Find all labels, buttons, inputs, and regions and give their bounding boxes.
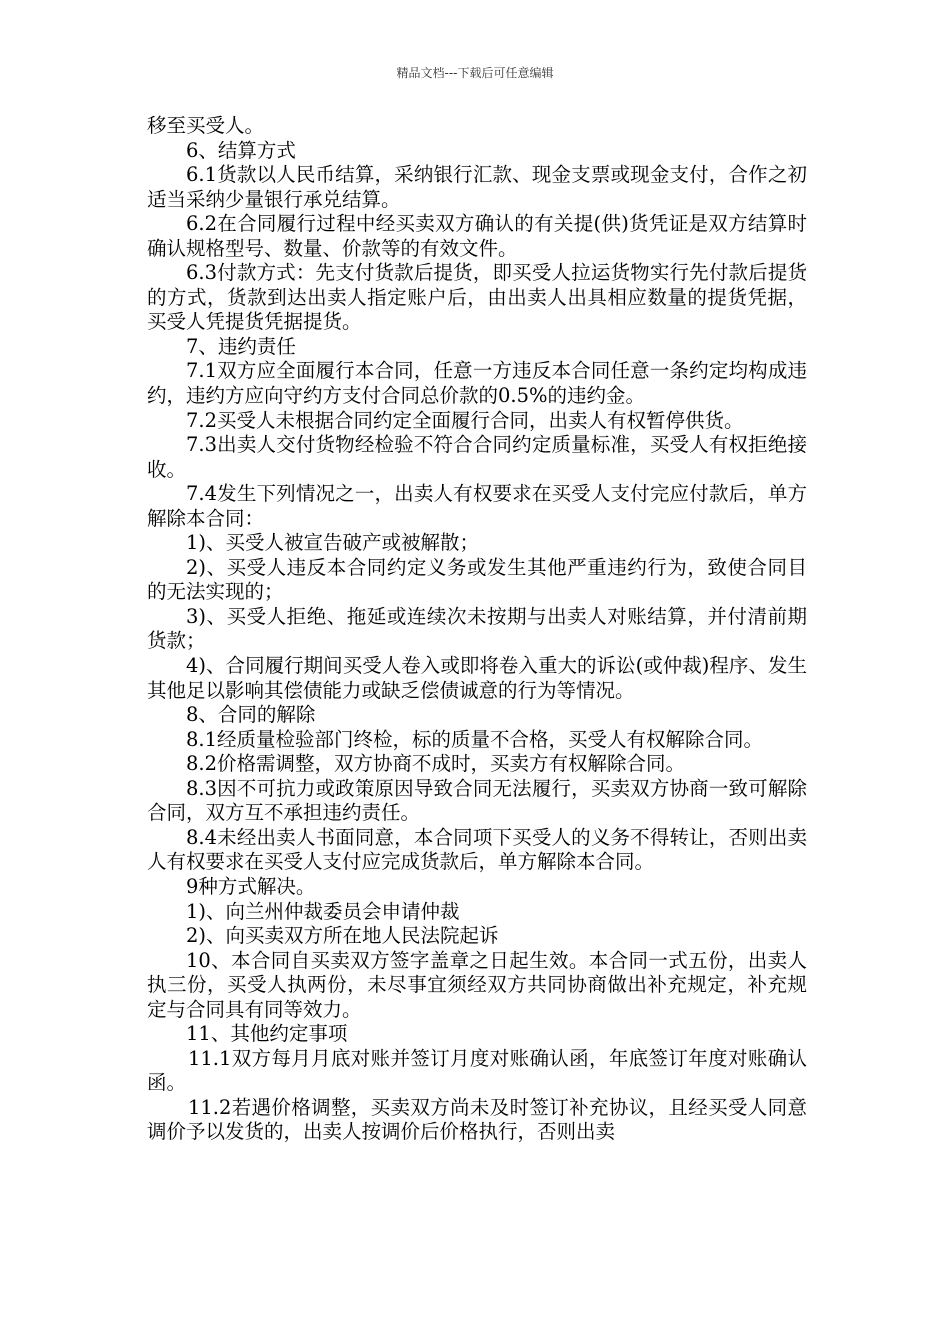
paragraph: 7.4发生下列情况之一，出卖人有权要求在买受人支付完应付款后，单方解除本合同： bbox=[147, 482, 807, 530]
list-item: 3)、买受人拒绝、拖延或连续次未按期与出卖人对账结算，并付清前期货款； bbox=[147, 604, 807, 653]
paragraph: 8.1经质量检验部门终检，标的质量不合格，买受人有权解除合同。 bbox=[186, 727, 764, 751]
paragraph: 6.3付款方式：先支付货款后提货，即买受人拉运货物实行先付款后提货的方式，货款到达出卖人指定账户后，由出卖人出具相应数量的提货凭据，买受人凭提货凭据提货。 bbox=[147, 261, 807, 334]
list-item: 2)、向买卖双方所在地人民法院起诉 bbox=[186, 924, 499, 948]
paragraph: 10、本合同自买卖双方签字盖章之日起生效。本合同一式五份，出卖人执三份，买受人执两份，未尽事宜须经双方共同协商做出补充规定，补充规定与合同具有同等效力。 bbox=[147, 948, 807, 1021]
section-heading-8: 8、合同的解除 bbox=[186, 703, 316, 727]
paragraph: 6.2在合同履行过程中经买卖双方确认的有关提(供)货凭证是双方结算时确认规格型号、数量、价款等的有效文件。 bbox=[147, 212, 807, 260]
section-heading-11: 11、其他约定事项 bbox=[186, 1022, 348, 1046]
section-heading-6: 6、结算方式 bbox=[186, 138, 296, 162]
list-item: 4)、合同履行期间买受人卷入或即将卷入重大的诉讼(或仲裁)程序、发生其他足以影响其偿债能力或缺乏偿债诚意的行为等情况。 bbox=[147, 654, 807, 702]
paragraph: 7.3出卖人交付货物经检验不符合合同约定质量标准，买受人有权拒绝接收。 bbox=[147, 433, 807, 481]
paragraph: 7.1双方应全面履行本合同，任意一方违反本合同任意一条约定均构成违约，违约方应向守约方支付合同总价款的0.5%的违约金。 bbox=[147, 359, 807, 408]
section-heading-9: 9种方式解决。 bbox=[186, 874, 316, 898]
paragraph: 11.2若遇价格调整，买卖双方尚未及时签订补充协议，且经买受人同意调价予以发货的，出卖人按调价后价格执行，否则出卖 bbox=[147, 1095, 807, 1144]
document-body bbox=[147, 114, 807, 1145]
paragraph: 8.4未经出卖人书面同意，本合同项下买受人的义务不得转让，否则出卖人有权要求在买受人支付应完成货款后，单方解除本合同。 bbox=[147, 825, 807, 874]
paragraph: 7.2买受人未根据合同约定全面履行合同，出卖人有权暂停供货。 bbox=[186, 408, 744, 432]
list-item: 2)、买受人违反本合同约定义务或发生其他严重违约行为，致使合同目的无法实现的； bbox=[147, 555, 807, 604]
paragraph: 移至买受人。 bbox=[147, 114, 265, 137]
list-item: 1)、向兰州仲裁委员会申请仲裁 bbox=[186, 899, 460, 923]
paragraph: 8.3因不可抗力或政策原因导致合同无法履行，买卖双方协商一致可解除合同，双方互不承担违约责任。 bbox=[147, 776, 807, 825]
paragraph: 8.2价格需调整，双方协商不成时，买卖方有权解除合同。 bbox=[186, 752, 686, 776]
paragraph: 11.1双方每月月底对账并签订月度对账确认函，年底签订年度对账确认函。 bbox=[147, 1046, 807, 1095]
page-header: 精品文档---下载后可任意编辑 bbox=[396, 66, 554, 80]
paragraph: 6.1货款以人民币结算，采纳银行汇款、现金支票或现金支付，合作之初适当采纳少量银行承兑结算。 bbox=[147, 163, 807, 211]
list-item: 1)、买受人被宣告破产或被解散； bbox=[186, 531, 480, 555]
section-heading-7: 7、违约责任 bbox=[186, 334, 296, 358]
